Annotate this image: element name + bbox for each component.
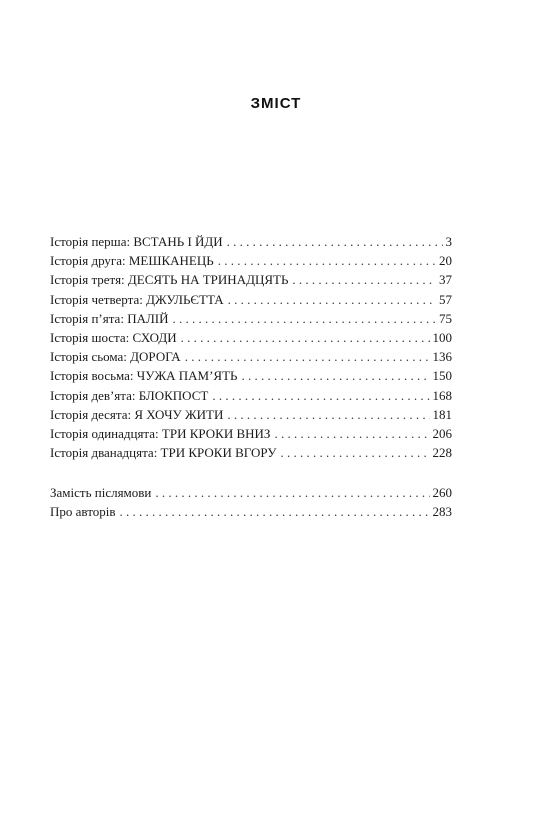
toc-entry-page: 100 — [432, 329, 452, 345]
toc-entry-title: Історія друга: МЕШКАНЕЦЬ — [50, 253, 214, 269]
toc-entry[interactable] — [50, 232, 452, 251]
toc-entry-page: 75 — [439, 310, 452, 326]
toc-entry-page: 283 — [432, 504, 452, 520]
toc-entry-page: 136 — [432, 349, 452, 365]
toc-dot-leader — [185, 347, 430, 366]
toc-dot-leader — [173, 309, 437, 328]
toc-entry[interactable] — [50, 290, 452, 309]
toc-entry-page: 260 — [432, 485, 452, 500]
toc-entry-title: Історія перша: ВСТАНЬ І ЙДИ — [50, 234, 223, 249]
toc-entry-title: Про авторів — [50, 504, 116, 520]
toc-entry-page: 206 — [432, 425, 452, 441]
toc-entry-title: Історія п’ята: ПАЛІЙ — [50, 310, 169, 326]
toc-entry[interactable] — [50, 386, 452, 405]
toc-entry-title: Історія одинадцята: ТРИ КРОКИ ВНИЗ — [50, 425, 271, 441]
toc-entry-page: 228 — [432, 445, 452, 461]
toc-dot-leader — [212, 386, 429, 405]
toc-entry-title: Історія сьома: ДОРОГА — [50, 349, 181, 365]
toc-entry-page: 3 — [445, 234, 452, 249]
toc-entry[interactable] — [50, 443, 452, 462]
toc-entry-title: Замість післямови — [50, 485, 152, 500]
toc-entry[interactable] — [50, 405, 452, 424]
toc-entry-title: Історія дев’ята: БЛОКПОСТ — [50, 387, 209, 403]
toc-dot-leader — [241, 366, 429, 385]
toc-entry-title: Історія третя: ДЕСЯТЬ НА ТРИНАДЦЯТЬ — [50, 272, 289, 288]
toc-dot-leader — [280, 443, 429, 462]
toc-stories-list — [50, 232, 452, 462]
toc-entry-page: 37 — [439, 272, 452, 288]
toc-dot-leader — [155, 483, 429, 502]
toc-entry-page: 150 — [432, 368, 452, 384]
toc-entry-page: 181 — [432, 406, 452, 422]
toc-dot-leader — [292, 270, 436, 289]
toc-dot-leader — [181, 328, 430, 347]
toc-dot-leader — [228, 290, 436, 309]
toc-dot-leader — [274, 424, 429, 443]
toc-entry[interactable] — [50, 251, 452, 270]
toc-entry[interactable] — [50, 328, 452, 347]
toc-dot-leader — [227, 232, 443, 251]
toc-entry-page: 57 — [439, 291, 452, 307]
toc-entry-title: Історія шоста: СХОДИ — [50, 329, 177, 345]
page-title: ЗМІСТ — [250, 95, 302, 113]
toc-entry[interactable] — [50, 309, 452, 328]
toc-entry[interactable] — [50, 424, 452, 443]
toc-dot-leader — [119, 502, 429, 521]
toc-entry-page: 20 — [439, 253, 452, 269]
toc-dot-leader — [218, 251, 436, 270]
toc-entry[interactable] — [50, 270, 452, 289]
toc-entry[interactable] — [50, 483, 452, 502]
toc-dot-leader — [227, 405, 429, 424]
toc-entry[interactable] — [50, 366, 452, 385]
toc-entry-title: Історія восьма: ЧУЖА ПАМ’ЯТЬ — [50, 368, 238, 384]
toc-entry-title: Історія дванадцята: ТРИ КРОКИ ВГОРУ — [50, 445, 277, 461]
toc-entry-page: 168 — [432, 387, 452, 403]
toc-entry-title: Історія десята: Я ХОЧУ ЖИТИ — [50, 406, 224, 422]
toc-entry-title: Історія четверта: ДЖУЛЬЄТТА — [50, 291, 224, 307]
toc-extras-list — [50, 483, 452, 521]
toc-entry[interactable] — [50, 347, 452, 366]
toc-entry[interactable] — [50, 502, 452, 521]
